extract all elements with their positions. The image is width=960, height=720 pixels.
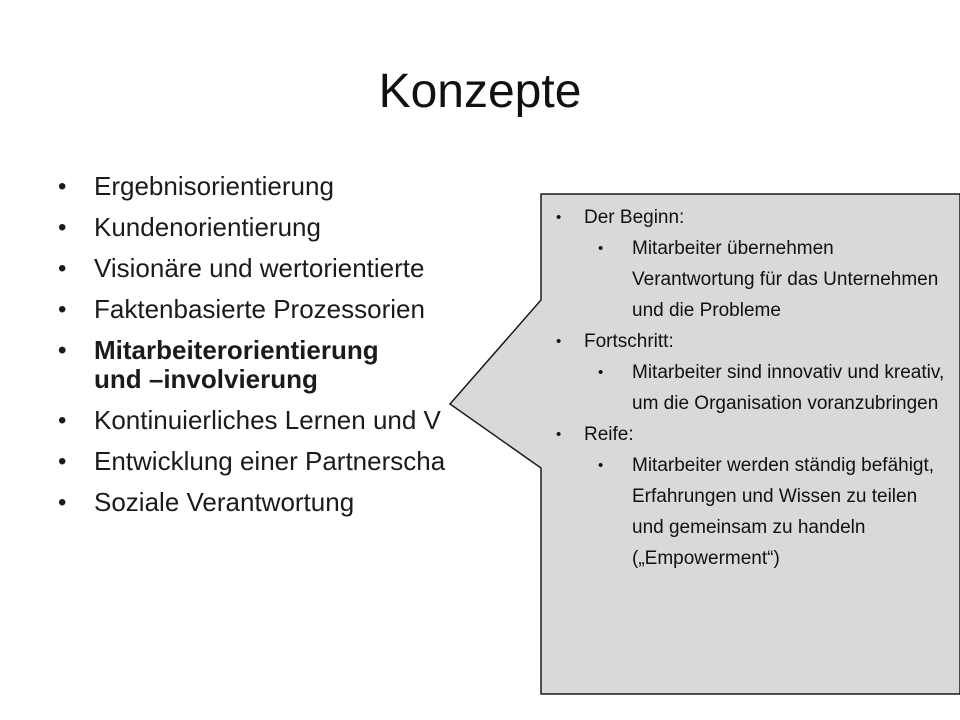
bullet-dot-icon: • <box>556 426 562 443</box>
bullet-text: Visionäre und wertorientierte <box>94 253 425 283</box>
bullet-dot-icon: • <box>58 255 67 282</box>
bullet-dot-icon: • <box>598 240 604 257</box>
bullet-dot-icon: • <box>58 489 67 516</box>
callout-item-label: Reife: <box>584 424 634 445</box>
callout-subitem <box>550 450 954 574</box>
bullet-text: Kundenorientierung <box>94 212 321 242</box>
slide-title: Konzepte <box>378 65 582 118</box>
bullet-dot-icon: • <box>598 364 604 381</box>
bullet-text: Mitarbeiterorientierung <box>94 335 379 365</box>
bullet-dot-icon: • <box>58 448 67 475</box>
bullet-dot-icon: • <box>58 214 67 241</box>
callout-item <box>550 202 954 233</box>
bullet-dot-icon: • <box>556 333 562 350</box>
bullet-text: Ergebnisorientierung <box>94 171 334 201</box>
callout-item-label: Der Beginn: <box>584 207 685 228</box>
callout-subitem-text: Mitarbeiter werden ständig befähigt, Erfahrungen und Wissen zu teilen und gemeinsam zu handeln („Empowerment“) <box>632 455 935 569</box>
callout-item <box>550 326 954 357</box>
bullet-dot-icon: • <box>556 209 562 226</box>
bullet-text: Kontinuierliches Lernen und V <box>94 405 441 435</box>
bullet-text: Entwicklung einer Partnerscha <box>94 446 446 476</box>
bullet-text: Faktenbasierte Prozessorien <box>94 294 425 324</box>
callout-item-label: Fortschritt: <box>584 331 674 352</box>
callout-subitem <box>550 357 954 419</box>
callout-item <box>550 419 954 450</box>
bullet-text: Soziale Verantwortung <box>94 487 355 517</box>
callout-subitem-text: Mitarbeiter sind innovativ und kreativ, um die Organisation voranzubringen <box>632 362 945 414</box>
callout-content <box>550 202 954 574</box>
bullet-text-continuation: und –involvierung <box>94 364 318 394</box>
bullet-dot-icon: • <box>598 457 604 474</box>
bullet-dot-icon: • <box>58 173 67 200</box>
bullet-dot-icon: • <box>58 296 67 323</box>
callout-subitem-text: Mitarbeiter übernehmen Verantwortung für das Unternehmen und die Probleme <box>632 238 939 321</box>
bullet-dot-icon: • <box>58 407 67 434</box>
callout-subitem <box>550 233 954 326</box>
bullet-dot-icon: • <box>58 337 67 364</box>
